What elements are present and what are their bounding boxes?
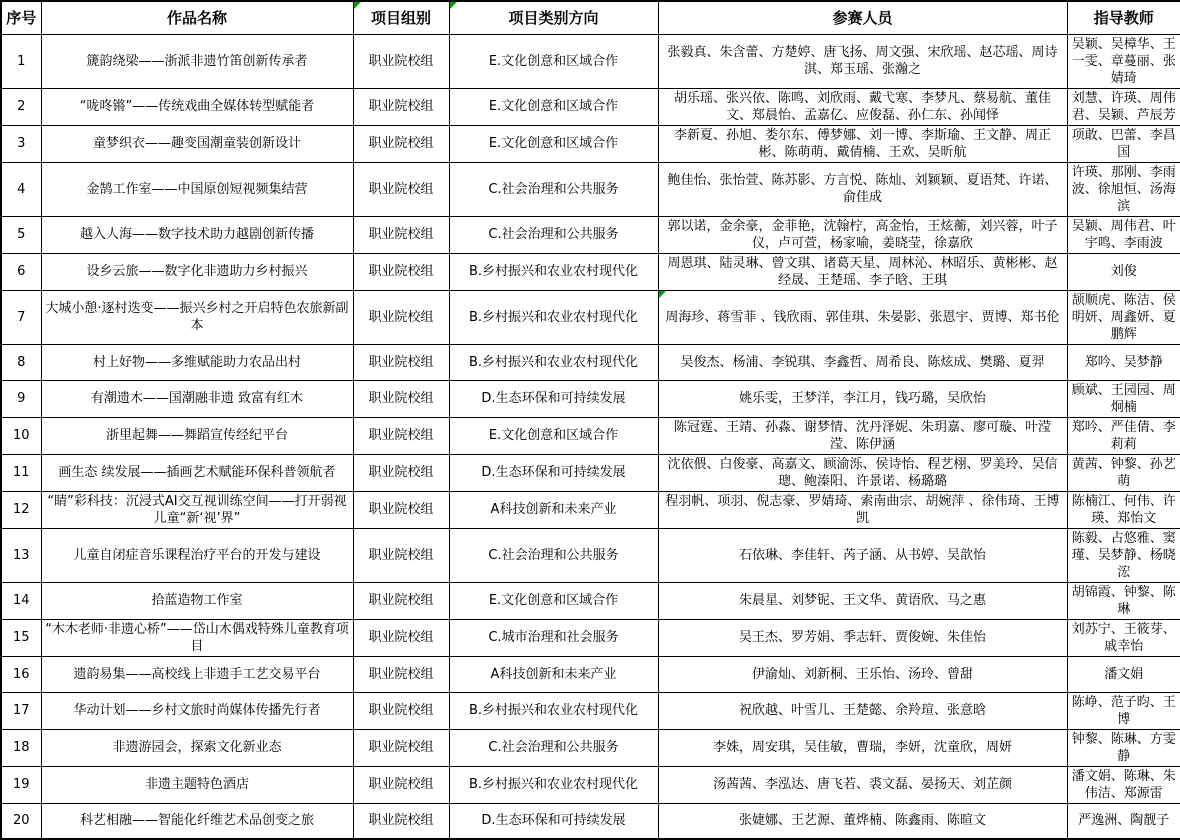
table-row — [1, 162, 1180, 216]
cell-category: B.乡村振兴和农业农村现代化 — [449, 290, 658, 344]
cell-group: 职业院校组 — [353, 162, 449, 216]
cell-group: 职业院校组 — [353, 491, 449, 528]
column-header-category: 项目类别方向 — [449, 1, 658, 34]
cell-index: 18 — [1, 729, 41, 766]
cell-title: 村上好物——多维赋能助力农品出村 — [41, 344, 353, 380]
cell-group: 职业院校组 — [353, 766, 449, 803]
column-header-index: 序号 — [1, 1, 41, 34]
cell-group: 职业院校组 — [353, 454, 449, 491]
cell-participants: 吴俊杰、杨浦、李锐琪、李鑫哲、周希良、陈炫成、樊璐、夏羿 — [658, 344, 1067, 380]
cell-category: C.社会治理和公共服务 — [449, 162, 658, 216]
table-row — [1, 417, 1180, 454]
cell-category: B.乡村振兴和农业农村现代化 — [449, 766, 658, 803]
cell-index: 14 — [1, 582, 41, 619]
cell-teachers: 郑吟、吴梦静 — [1067, 344, 1180, 380]
cell-teachers: 严逸洲、陶靓子 — [1067, 803, 1180, 839]
cell-participants: 郭以诺，金余豪，金菲艳，沈翰柠，高金怡，王炫蘅，刘兴蓉，叶子仪，卢可萱，杨家喻，姜晓莹，徐嘉欣 — [658, 216, 1067, 253]
cell-index: 15 — [1, 619, 41, 656]
cell-category: A科技创新和未来产业 — [449, 656, 658, 692]
cell-participants: 李姝，周安琪，吴佳敏，曹瑞，李妍，沈童欣，周妍 — [658, 729, 1067, 766]
cell-teachers: 陈楠江、何伟、许瑛、郑怡文 — [1067, 491, 1180, 528]
cell-index: 4 — [1, 162, 41, 216]
cell-index: 3 — [1, 125, 41, 162]
cell-index: 11 — [1, 454, 41, 491]
cell-category: E.文化创意和区域合作 — [449, 125, 658, 162]
table-row — [1, 619, 1180, 656]
cell-participants: 沈依偎、白俊豪、高嘉文、顾渝泺、侯诗怡、程艺栩、罗美玲、吴信璁、鲍溱阳、许景诺、杨璐璐 — [658, 454, 1067, 491]
cell-teachers: 项敢、巴蕾、李昌国 — [1067, 125, 1180, 162]
table-row — [1, 216, 1180, 253]
table-row — [1, 344, 1180, 380]
column-header-teachers: 指导教师 — [1067, 1, 1180, 34]
cell-group: 职业院校组 — [353, 417, 449, 454]
cell-title: 科艺相融——智能化纤维艺术品创变之旅 — [41, 803, 353, 839]
cell-index: 12 — [1, 491, 41, 528]
cell-teachers: 胡锦霞、钟黎、陈琳 — [1067, 582, 1180, 619]
cell-category: A科技创新和未来产业 — [449, 491, 658, 528]
cell-teachers: 许瑛、那刚、李雨波、徐旭恒、汤海滨 — [1067, 162, 1180, 216]
table-row — [1, 253, 1180, 290]
table-row — [1, 528, 1180, 582]
cell-teachers: 吴颖、周伟君、叶宇鸣、李雨波 — [1067, 216, 1180, 253]
cell-category: C.社会治理和公共服务 — [449, 729, 658, 766]
table-row — [1, 290, 1180, 344]
cell-category: C.城市治理和社会服务 — [449, 619, 658, 656]
table-row — [1, 491, 1180, 528]
cell-index: 8 — [1, 344, 41, 380]
cell-participants: 周海珍、蒋雪菲 、钱欣雨、郭佳琪、朱晏影、张恩宇、贾博、郑书伦 — [658, 290, 1067, 344]
table-row — [1, 729, 1180, 766]
cell-teachers: 吴颖、吴樟华、王一雯、章蔓丽、张婧琦 — [1067, 34, 1180, 88]
cell-index: 2 — [1, 88, 41, 125]
cell-participants: 胡乐瑶、张兴依、陈鸣、刘欣雨、戴弋寒、李梦凡、蔡易航、董佳文、郑晨怡、孟嘉亿、应俊磊、孙仁东、孙闻怿 — [658, 88, 1067, 125]
cell-title: 金鹄工作室——中国原创短视频集结营 — [41, 162, 353, 216]
cell-participants: 程羽帆、项羽、倪志豪、罗婧琦、索南曲宗、胡婉萍 、徐伟琦、王博凯 — [658, 491, 1067, 528]
cell-index: 1 — [1, 34, 41, 88]
cell-category: E.文化创意和区域合作 — [449, 34, 658, 88]
cell-title: 非遗主题特色酒店 — [41, 766, 353, 803]
cell-participants: 张婕娜、王艺源、董烨楠、陈鑫雨、陈暄文 — [658, 803, 1067, 839]
cell-group: 职业院校组 — [353, 88, 449, 125]
cell-title: 拾蓝造物工作室 — [41, 582, 353, 619]
cell-title: 儿童自闭症音乐课程治疗平台的开发与建设 — [41, 528, 353, 582]
excel-error-indicator-icon — [659, 291, 666, 298]
cell-participants: 鲍佳怡、张怡萱、陈苏影、方言悦、陈灿、刘颖颖、夏语梵、许诺、俞佳成 — [658, 162, 1067, 216]
column-header-title: 作品名称 — [41, 1, 353, 34]
table-row — [1, 692, 1180, 729]
cell-index: 19 — [1, 766, 41, 803]
cell-group: 职业院校组 — [353, 692, 449, 729]
cell-category: D.生态环保和可持续发展 — [449, 380, 658, 417]
cell-title: 浙里起舞——舞蹈宣传经纪平台 — [41, 417, 353, 454]
cell-category: E.文化创意和区域合作 — [449, 417, 658, 454]
table-row — [1, 88, 1180, 125]
excel-error-indicator-icon — [450, 2, 457, 9]
cell-title: 遗韵易集——高校线上非遗手工艺交易平台 — [41, 656, 353, 692]
cell-title: “咙咚锵”——传统戏曲全媒体转型赋能者 — [41, 88, 353, 125]
cell-index: 13 — [1, 528, 41, 582]
cell-teachers: 陈毅、占悠雅、窦瑾、吴梦静、杨晓浤 — [1067, 528, 1180, 582]
cell-category: D.生态环保和可持续发展 — [449, 454, 658, 491]
cell-group: 职业院校组 — [353, 619, 449, 656]
cell-title: 越入人海——数字技术助力越剧创新传播 — [41, 216, 353, 253]
cell-category: C.社会治理和公共服务 — [449, 216, 658, 253]
cell-group: 职业院校组 — [353, 344, 449, 380]
column-header-group: 项目组别 — [353, 1, 449, 34]
table-row — [1, 656, 1180, 692]
cell-teachers: 陈峥、范子昀、王博 — [1067, 692, 1180, 729]
cell-participants: 周恩琪、陆灵琳、曾文琪、诸葛天星、周林沁、林昭乐、黄彬彬、赵经晟、王楚瑶、李子晗、王琪 — [658, 253, 1067, 290]
cell-group: 职业院校组 — [353, 528, 449, 582]
cell-group: 职业院校组 — [353, 656, 449, 692]
cell-teachers: 黄茜、钟黎、孙艺萌 — [1067, 454, 1180, 491]
cell-group: 职业院校组 — [353, 380, 449, 417]
cell-index: 10 — [1, 417, 41, 454]
cell-title: “睛”彩科技：沉浸式AI交互视训练空间——打开弱视儿童“新‘视’界” — [41, 491, 353, 528]
table-body — [1, 34, 1180, 839]
cell-category: B.乡村振兴和农业农村现代化 — [449, 692, 658, 729]
cell-group: 职业院校组 — [353, 34, 449, 88]
cell-participants: 祝欣越、叶雪儿、王楚懿、余羚瑄、张意晗 — [658, 692, 1067, 729]
cell-category: E.文化创意和区域合作 — [449, 88, 658, 125]
cell-teachers: 颉顺虎、陈洁、侯明妍、周鑫妍、夏鹏辉 — [1067, 290, 1180, 344]
cell-group: 职业院校组 — [353, 729, 449, 766]
cell-group: 职业院校组 — [353, 582, 449, 619]
table-header — [1, 1, 1180, 34]
cell-group: 职业院校组 — [353, 253, 449, 290]
table-row — [1, 582, 1180, 619]
cell-title: 华动计划——乡村文旅时尚媒体传播先行者 — [41, 692, 353, 729]
cell-index: 16 — [1, 656, 41, 692]
cell-group: 职业院校组 — [353, 125, 449, 162]
cell-index: 9 — [1, 380, 41, 417]
table-row — [1, 803, 1180, 839]
cell-title: 非遗游园会，探索文化新业态 — [41, 729, 353, 766]
cell-index: 17 — [1, 692, 41, 729]
cell-participants: 吴王杰、罗芳娟、季志轩、贾俊婉、朱佳怡 — [658, 619, 1067, 656]
cell-teachers: 钟黎、陈琳、方雯静 — [1067, 729, 1180, 766]
cell-participants: 汤茜茜、李泓达、唐飞若、裘文磊、晏扬天、刘芷颜 — [658, 766, 1067, 803]
cell-title: 有潮遗木——国潮融非遗 致富有红木 — [41, 380, 353, 417]
cell-index: 6 — [1, 253, 41, 290]
cell-title: 篪韵绕梁——浙派非遗竹笛创新传承者 — [41, 34, 353, 88]
cell-teachers: 刘苏宁、王筱芽、戚幸怡 — [1067, 619, 1180, 656]
cell-teachers: 郑吟、严佳倩、李莉莉 — [1067, 417, 1180, 454]
cell-participants: 伊渝灿、刘新桐、王乐怡、汤玲、曾甜 — [658, 656, 1067, 692]
cell-participants: 朱晨星、刘梦铌、王文华、黄语欣、马之惠 — [658, 582, 1067, 619]
cell-category: D.生态环保和可持续发展 — [449, 803, 658, 839]
cell-category: E.文化创意和区域合作 — [449, 582, 658, 619]
cell-teachers: 刘俊 — [1067, 253, 1180, 290]
cell-participants: 石依琳、李佳轩、芮子涵、从书婷、吴歆怡 — [658, 528, 1067, 582]
table-row — [1, 125, 1180, 162]
cell-index: 5 — [1, 216, 41, 253]
cell-teachers: 刘慧、许瑛、周伟君、吴颖、芦辰芳 — [1067, 88, 1180, 125]
cell-participants: 张毅真、朱含蕾、方楚婷、唐飞扬、周文强、宋欣瑶、赵芯瑶、周诗淇、郑玉瑶、张瀚之 — [658, 34, 1067, 88]
table-row — [1, 380, 1180, 417]
cell-category: B.乡村振兴和农业农村现代化 — [449, 344, 658, 380]
cell-title: 画生态 续发展——插画艺术赋能环保科普领航者 — [41, 454, 353, 491]
table-row — [1, 766, 1180, 803]
cell-teachers: 顾斌、王园园、周炯楠 — [1067, 380, 1180, 417]
cell-index: 20 — [1, 803, 41, 839]
cell-teachers: 潘文娟、陈琳、朱伟洁、郑源雷 — [1067, 766, 1180, 803]
cell-participants: 李新夏、孙旭、娄尔东、傅梦娜、刘一博、李斯瑜、王文静、周正彬、陈萌萌、戴倩楠、王欢、吴昕航 — [658, 125, 1067, 162]
header-row — [1, 1, 1180, 34]
table-row — [1, 454, 1180, 491]
cell-participants: 陈冠霆、王靖、孙淼、谢梦情、沈丹泽妮、朱玥嘉、廖可璇、叶滢滢、陈伊涵 — [658, 417, 1067, 454]
excel-error-indicator-icon — [354, 2, 361, 9]
cell-teachers: 潘文娟 — [1067, 656, 1180, 692]
cell-group: 职业院校组 — [353, 216, 449, 253]
cell-category: B.乡村振兴和农业农村现代化 — [449, 253, 658, 290]
cell-group: 职业院校组 — [353, 803, 449, 839]
column-header-participants: 参赛人员 — [658, 1, 1067, 34]
cell-participants: 姚乐雯，王梦洋，李江月，钱巧璐，吴欣怡 — [658, 380, 1067, 417]
cell-title: “木木老师·非遗心桥”——岱山木偶戏特殊儿童教育项目 — [41, 619, 353, 656]
cell-index: 7 — [1, 290, 41, 344]
cell-group: 职业院校组 — [353, 290, 449, 344]
cell-title: 童梦织衣——趣变国潮童装创新设计 — [41, 125, 353, 162]
table-row — [1, 34, 1180, 88]
cell-title: 设乡云旅——数字化非遗助力乡村振兴 — [41, 253, 353, 290]
cell-category: C.社会治理和公共服务 — [449, 528, 658, 582]
cell-title: 大城小憩·逐村迭变——振兴乡村之开启特色农旅新副本 — [41, 290, 353, 344]
